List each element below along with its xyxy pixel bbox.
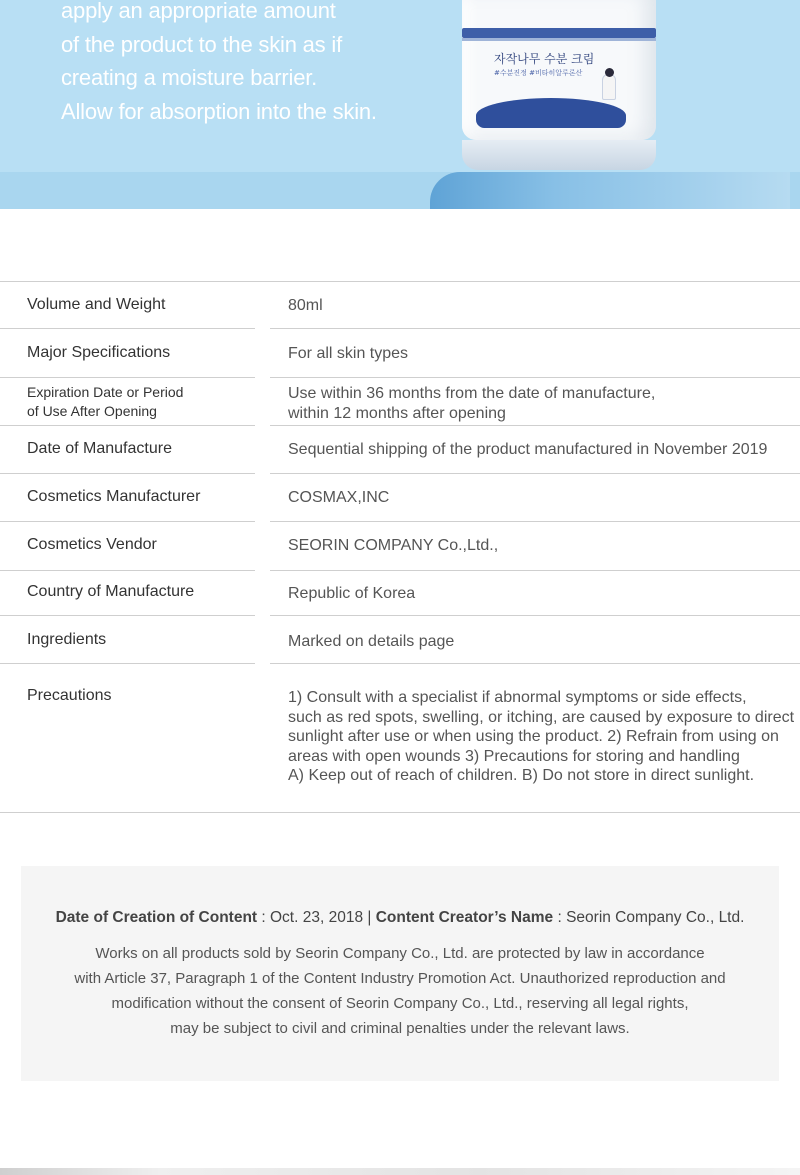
row-label: Ingredients xyxy=(27,631,107,648)
row-value: SEORIN COMPANY Co.,Ltd., xyxy=(288,537,499,554)
table-row xyxy=(0,522,800,570)
row-label: Date of Manufacture xyxy=(27,440,172,457)
row-label: Country of Manufacture xyxy=(27,583,195,600)
table-row xyxy=(0,329,800,377)
creator-name-label: Content Creator’s Name xyxy=(375,909,554,926)
row-label: Cosmetics Vendor xyxy=(27,536,157,553)
table-row xyxy=(0,616,800,663)
table-row xyxy=(0,474,800,522)
copyright-line: modification without the consent of Seorin Company Co., Ltd., reserving all legal rights, xyxy=(111,995,689,1012)
hero-banner xyxy=(0,0,800,209)
row-value: COSMAX,INC xyxy=(288,489,390,506)
row-value: For all skin types xyxy=(288,345,409,362)
jar-figure-head xyxy=(605,68,614,77)
row-value: Marked on details page xyxy=(288,633,455,650)
hero-line: Allow for absorption into the skin. xyxy=(61,98,377,124)
row-value-line: A) Keep out of reach of children. B) Do not store in direct sunlight. xyxy=(288,767,755,784)
row-label-line: Expiration Date or Period xyxy=(27,384,184,400)
jar-stripe-thin xyxy=(462,38,656,41)
jar-product-tags: #수분진정 #비타히알루론산 xyxy=(494,69,583,77)
table-row xyxy=(0,378,800,426)
row-value-line: within 12 months after opening xyxy=(288,404,506,422)
row-value xyxy=(288,384,655,423)
row-label: Volume and Weight xyxy=(27,296,166,313)
creator-name-value: : Seorin Company Co., Ltd. xyxy=(553,909,745,926)
row-value-line: 1) Consult with a specialist if abnormal symptoms or side effects, xyxy=(288,689,747,706)
row-label: Cosmetics Manufacturer xyxy=(27,488,201,505)
row-value: Republic of Korea xyxy=(288,585,416,602)
row-value-line: sunlight after use or when using the product. 2) Refrain from using on xyxy=(288,728,779,745)
row-value-line: such as red spots, swelling, or itching, are caused by exposure to direct xyxy=(288,708,795,726)
copyright-line: Works on all products sold by Seorin Company Co., Ltd. are protected by law in accordance xyxy=(95,945,705,962)
content-creation-info xyxy=(21,909,779,927)
copyright-line: may be subject to civil and criminal penalties under the relevant laws. xyxy=(170,1020,630,1037)
row-label-line: of Use After Opening xyxy=(27,403,157,419)
jar-figure-graphic xyxy=(602,74,616,100)
row-label xyxy=(27,383,183,421)
hero-line: apply an appropriate amount xyxy=(61,0,336,23)
table-bottom-rule xyxy=(0,812,800,813)
copyright-notice xyxy=(21,866,779,1081)
copyright-line: with Article 37, Paragraph 1 of the Content Industry Promotion Act. Unauthorized reproduction and xyxy=(74,970,726,987)
hero-line: of the product to the skin as if xyxy=(61,31,342,57)
row-value: Sequential shipping of the product manufactured in November 2019 xyxy=(288,441,768,458)
table-row xyxy=(0,426,800,474)
hero-stand xyxy=(430,172,790,209)
copyright-body xyxy=(21,941,779,1041)
jar-stripe xyxy=(462,28,656,38)
table-row xyxy=(0,664,800,812)
row-value-line: Use within 36 months from the date of manufacture, xyxy=(288,385,656,402)
row-value: 80ml xyxy=(288,297,323,314)
jar-wave-graphic xyxy=(476,98,626,128)
row-label: Major Specifications xyxy=(27,344,171,361)
product-jar-image xyxy=(462,0,656,170)
row-value xyxy=(288,688,794,786)
row-label: Precautions xyxy=(27,687,112,704)
table-row xyxy=(0,281,800,329)
creation-date-value: : Oct. 23, 2018 xyxy=(257,909,368,926)
creation-date-label: Date of Creation of Content xyxy=(55,909,258,926)
jar-product-name: 자작나무 수분 크림 xyxy=(494,52,595,66)
jar-base xyxy=(462,140,656,170)
next-image-edge xyxy=(0,1168,800,1175)
hero-usage-text xyxy=(61,0,441,128)
table-row xyxy=(0,571,800,615)
separator: | xyxy=(367,909,376,926)
hero-line: creating a moisture barrier. xyxy=(61,65,318,90)
row-value-line: areas with open wounds 3) Precautions for storing and handling xyxy=(288,747,740,765)
